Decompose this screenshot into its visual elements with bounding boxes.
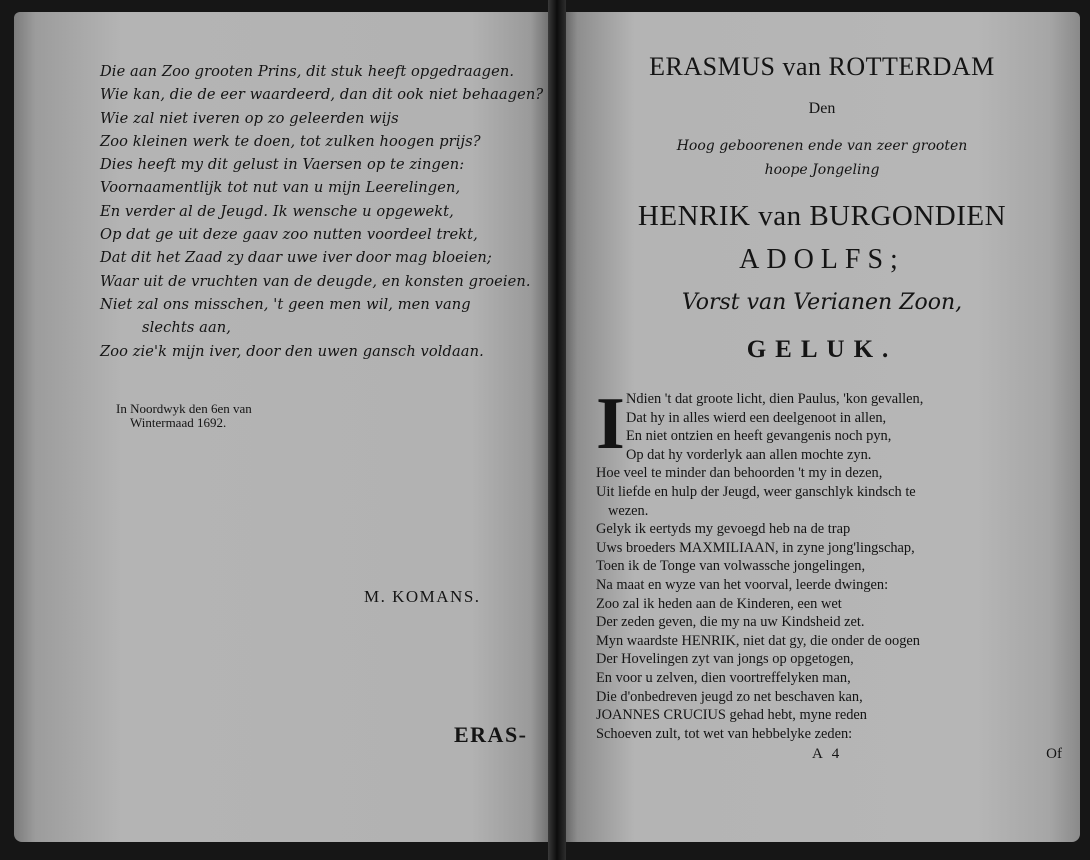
- catchword: Of: [1046, 746, 1062, 762]
- book-gutter: [548, 0, 566, 860]
- poem-line: Wie zal niet iveren op zo geleerden wijs: [100, 109, 399, 127]
- verse-line: Gelyk ik eertyds my gevoegd heb na de trap: [596, 521, 851, 538]
- place-line: In Noordwyk den 6en van: [116, 401, 252, 416]
- poem-line: Op dat ge uit deze gaav zoo nutten voordeel trekt,: [100, 226, 478, 244]
- place-date: [116, 402, 252, 430]
- poem-line: Dat dit het Zaad zy daar uwe iver door mag bloeien;: [100, 249, 492, 267]
- poem-line: Wie kan, die de eer waardeerd, dan dit ook niet behaagen?: [100, 86, 544, 104]
- dedication-den: Den: [808, 100, 836, 117]
- dedication-poem: [100, 60, 544, 363]
- verse-line: Dat hy in alles wierd een deelgenoot in allen,: [626, 409, 887, 426]
- author-signature: M. KOMANS.: [364, 587, 481, 606]
- poem-line: Die aan Zoo grooten Prins, dit stuk heeft opgedraagen.: [100, 63, 515, 80]
- verse-line: Der zeden geven, die my na uw Kindsheid zet.: [596, 614, 865, 631]
- page-title: ERASMUS van ROTTERDAM: [649, 52, 995, 81]
- subtitle-line: Hoog geboorenen ende van zeer grooten: [676, 138, 968, 154]
- verse-line: Der Hovelingen zyt van jongs op opgetogen,: [596, 651, 854, 668]
- greeting-heading: GELUK.: [746, 336, 898, 363]
- date-line: Wintermaad 1692.: [130, 415, 227, 430]
- poem-line: slechts aan,: [142, 319, 231, 337]
- verse-line: Op dat hy vorderlyk aan allen mochte zyn.: [626, 446, 872, 463]
- verse-line: Zoo zal ik heden aan de Kinderen, een wet: [596, 595, 842, 612]
- verse-line: Hoe veel te minder dan behoorden 't my in dezen,: [596, 465, 883, 482]
- dedicatee-name: HENRIK van BURGONDIEN: [637, 200, 1007, 232]
- dedicatee-surname: ADOLFS;: [739, 244, 905, 275]
- right-page: [562, 12, 1080, 842]
- verse-line: Myn waardste HENRIK, niet dat gy, die onder de oogen: [596, 632, 920, 649]
- verse-line: Ndien 't dat groote licht, dien Paulus, 'kon gevallen,: [626, 391, 924, 407]
- verse-line: En niet ontzien en heeft gevangenis noch pyn,: [626, 428, 892, 445]
- poem-line: Voornaamentlijk tot nut van u mijn Leerelingen,: [100, 179, 461, 197]
- subtitle-line: hoope Jongeling: [764, 162, 880, 178]
- dedicatee-title: Vorst van Verianen Zoon,: [681, 290, 963, 315]
- drop-capital: I: [596, 383, 625, 465]
- poem-line: Niet zal ons misschen, 't geen men wil, men vang: [100, 295, 471, 313]
- verse-line: En voor u zelven, dien voortreffelyken man,: [596, 669, 851, 686]
- signature-mark: A 4: [812, 746, 843, 762]
- dedication-subtitle: [602, 134, 1042, 182]
- verse-line: Die d'onbedreven jeugd zo net beschaven kan,: [596, 688, 863, 705]
- verse-line: Uws broeders MAXMILIAAN, in zyne jong'lingschap,: [596, 539, 915, 556]
- verse-line: Na maat en wyze van het voorval, leerde dwingen:: [596, 576, 889, 593]
- verse-line: wezen.: [608, 502, 649, 519]
- poem-line: En verder al de Jeugd. Ik wensche u opgewekt,: [100, 202, 454, 220]
- poem-line: Waar uit de vruchten van de deugde, en konsten groeien.: [100, 272, 531, 290]
- catchword: ERAS-: [454, 722, 528, 747]
- verse-line: Toen ik de Tonge van volwassche jongelingen,: [596, 558, 866, 575]
- left-page: [14, 12, 552, 842]
- verse-line: Schoeven zult, tot wet van hebbelyke zeden:: [596, 725, 853, 742]
- poem-line: Zoo zie'k mijn iver, door den uwen gansch voldaan.: [100, 342, 484, 360]
- verse-line: JOANNES CRUCIUS gehad hebt, myne reden: [596, 707, 867, 724]
- page-footer: [602, 746, 1062, 766]
- verse-text: [596, 390, 1072, 743]
- poem-line: Zoo kleinen werk te doen, tot zulken hoogen prijs?: [100, 132, 481, 150]
- verse-line: Uit liefde en hulp der Jeugd, weer ganschlyk kindsch te: [596, 483, 916, 500]
- poem-line: Dies heeft my dit gelust in Vaersen op te zingen:: [100, 156, 465, 174]
